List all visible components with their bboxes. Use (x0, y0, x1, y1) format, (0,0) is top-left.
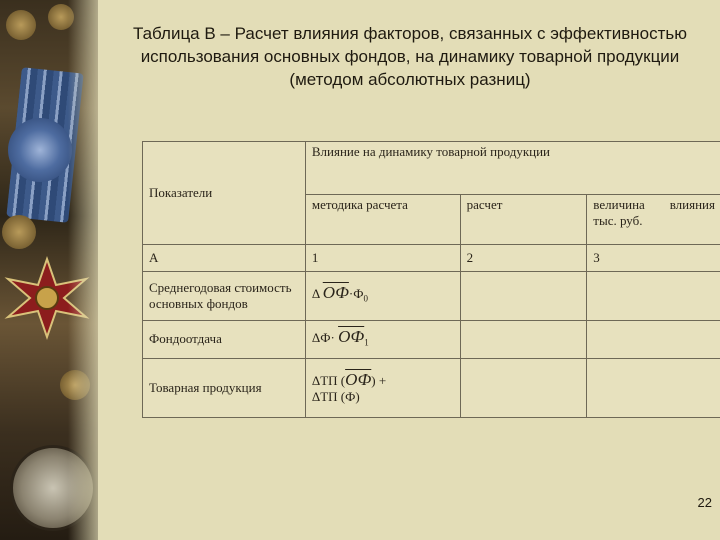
value-cell (587, 320, 720, 359)
formula-part: ΔФ· (311, 329, 339, 345)
formula-overline: ОФ (345, 369, 372, 389)
factor-analysis-table (142, 141, 720, 418)
index-cell: 3 (587, 245, 720, 271)
header-size (587, 194, 720, 245)
formula-part: ΔТП ( (311, 372, 346, 388)
formula-part: ΔТП (Ф) (311, 388, 360, 404)
header-size-unit: тыс. руб. (593, 212, 643, 228)
decorative-photo-strip (0, 0, 98, 540)
coin-image (48, 4, 74, 30)
formula-overline: ОФ (338, 326, 365, 346)
header-calc: расчет (460, 194, 587, 245)
formula-part: Δ (311, 285, 323, 301)
index-cell: 2 (460, 245, 587, 271)
index-cell: 1 (305, 245, 460, 271)
table-row (143, 359, 720, 418)
value-cell (587, 359, 720, 418)
table-header-row (143, 142, 720, 195)
page-number: 22 (697, 495, 712, 510)
formula-cell (305, 359, 460, 418)
calc-cell (460, 271, 587, 320)
index-cell: А (143, 245, 306, 271)
table-row (143, 271, 720, 320)
value-cell (587, 271, 720, 320)
compass-image (10, 445, 96, 531)
formula-overline: ОФ (322, 282, 349, 302)
calc-cell (460, 320, 587, 359)
slide-title: Таблица В – Расчет влияния факторов, связанных с эффективностью использования основных фондов, на динамику товарной продукции (методом абсолютных разниц) (132, 24, 687, 89)
medal-rosette-image (8, 118, 72, 182)
formula-part: ) + (371, 372, 387, 388)
formula-part: ·Ф (348, 285, 364, 301)
table-row (143, 320, 720, 359)
header-method: методика расчета (305, 194, 460, 245)
cross-medal-image (4, 255, 90, 341)
calc-cell (460, 359, 587, 418)
table-index-row (143, 245, 720, 271)
row-label: Фондоотдача (143, 320, 306, 359)
formula-subscript: 1 (364, 337, 369, 348)
header-size-word2: влияния (669, 196, 715, 212)
header-influence: Влияние на динамику товарной продукции (305, 142, 720, 195)
coin-image (2, 215, 36, 249)
row-label: Товарная продукция (143, 359, 306, 418)
header-size-word1: величина (593, 196, 645, 212)
header-indicators: Показатели (143, 142, 306, 245)
row-label: Среднегодовая стоимость основных фондов (143, 271, 306, 320)
formula-cell (305, 320, 460, 359)
formula-cell (305, 271, 460, 320)
coin-image (6, 10, 36, 40)
formula-subscript: 0 (363, 293, 369, 304)
coin-image (60, 370, 90, 400)
